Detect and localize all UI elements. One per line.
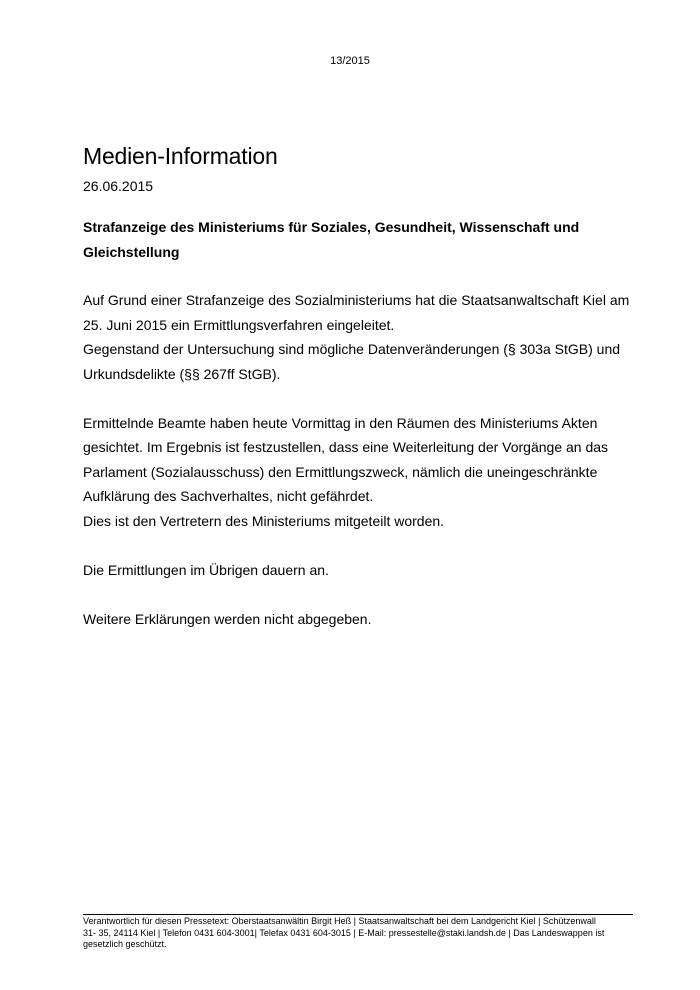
body-line: Dies ist den Vertretern des Ministeriums mitgeteilt worden. bbox=[83, 512, 445, 529]
footer-line: gesetzlich geschützt. bbox=[83, 939, 167, 949]
body-line: 25. Juni 2015 ein Ermittlungsverfahren eingeleitet. bbox=[83, 316, 395, 333]
body-paragraph bbox=[83, 607, 643, 632]
footer-line: Verantwortlich für diesen Pressetext: Oberstaatsanwältin Birgit Heß | Staatsanwaltschaft bei dem Landgericht Kiel | Schützenwall bbox=[83, 916, 596, 926]
document-body bbox=[83, 288, 643, 656]
footer bbox=[83, 916, 643, 951]
document-title: Medien-Information bbox=[83, 143, 278, 169]
body-line: Ermittelnde Beamte haben heute Vormittag in den Räumen des Ministeriums Akten bbox=[83, 414, 598, 431]
subject-line: Strafanzeige des Ministeriums für Soziales, Gesundheit, Wissenschaft und bbox=[83, 219, 580, 235]
body-line: Gegenstand der Untersuchung sind mögliche Datenveränderungen (§ 303a StGB) und bbox=[83, 341, 621, 357]
body-line: Auf Grund einer Strafanzeige des Sozialministeriums hat die Staatsanwaltschaft Kiel am bbox=[83, 292, 630, 308]
body-paragraph bbox=[83, 411, 643, 534]
body-line: Urkundsdelikte (§§ 267ff StGB). bbox=[83, 365, 281, 382]
body-paragraph bbox=[83, 288, 643, 386]
document-date: 26.06.2015 bbox=[83, 178, 154, 194]
body-line: gesichtet. Im Ergebnis ist festzustellen, dass eine Weiterleitung der Vorgänge an das bbox=[83, 439, 609, 455]
footer-divider bbox=[83, 914, 633, 915]
body-line: Die Ermittlungen im Übrigen dauern an. bbox=[83, 561, 329, 578]
page-number: 13/2015 bbox=[330, 55, 370, 67]
body-line: Weitere Erklärungen werden nicht abgegeben. bbox=[83, 610, 372, 627]
footer-line: 31- 35, 24114 Kiel | Telefon 0431 604-3001| Telefax 0431 604-3015 | E-Mail: pressestelle@staki.landsh.de | Das Landeswappen ist bbox=[83, 927, 605, 938]
body-paragraph bbox=[83, 558, 643, 583]
subject-line: Gleichstellung bbox=[83, 243, 180, 260]
body-line: Aufklärung des Sachverhaltes, nicht gefährdet. bbox=[83, 488, 374, 504]
document-subject bbox=[83, 215, 623, 264]
body-line: Parlament (Sozialausschuss) den Ermittlungszweck, nämlich die uneingeschränkte bbox=[83, 463, 598, 480]
